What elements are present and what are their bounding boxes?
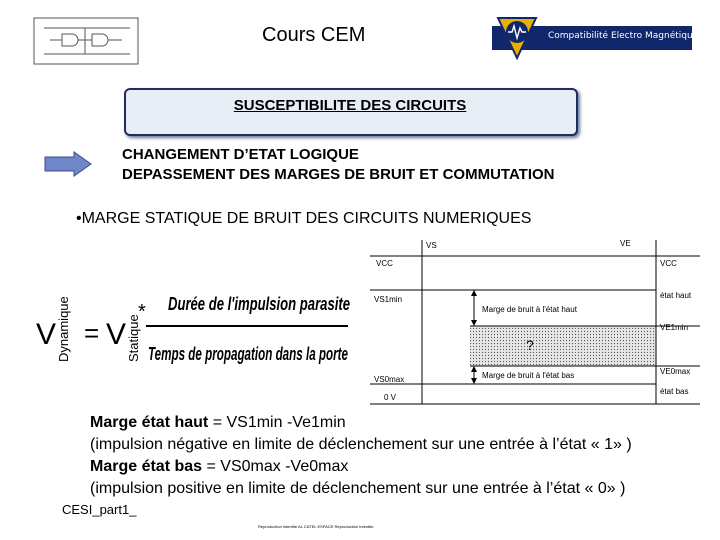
formula-times: * [138,301,146,323]
page-title: Cours CEM [262,24,366,46]
noise-margin-diagram [370,234,700,410]
arrow-right-icon [44,151,92,177]
cem-logo-icon [496,14,538,60]
formula-rhs-sub: Statique [126,314,141,362]
formula-lhs-v: V [36,318,57,351]
etat-bas-label: état bas [660,387,689,396]
note-marge-haut-formula: = VS1min -Ve1min [208,414,346,431]
ve0max-label: VE0max [660,367,691,376]
zero-volt-label: 0 V [384,393,397,402]
circuit-logo-icon [30,14,142,68]
etat-haut-label: état haut [660,291,692,300]
slide-title: SUSCEPTIBILITE DES CIRCUITS [233,97,467,114]
formula-rhs-v: V [106,318,127,351]
formula-numerator: Durée de l'impulsion parasite [168,294,350,314]
vcc-right-label: VCC [660,259,677,268]
vs0max-label: VS0max [374,375,405,384]
note-marge-bas-bold: Marge état bas [90,458,203,475]
copyright-text: Reproduction interdite AL CATEL ESPACE Reproduction interdite [258,524,374,529]
vcc-left-label: VCC [376,259,393,268]
note-marge-bas-formula: = VS0max -Ve0max [202,458,349,475]
question-mark: ? [526,337,534,353]
marge-haut-label: Marge de bruit à l'état haut [482,305,577,314]
formula [30,262,360,392]
marge-bas-label: Marge de bruit à l'état bas [482,371,575,380]
formula-lhs-sub: Dynamique [56,296,71,362]
note-impulsion-negative: (impulsion négative en limite de déclenchement sur une entrée à l’état « 1» ) [90,436,632,453]
axis-vs-label: VS [426,241,437,250]
formula-denominator: Temps de propagation dans la porte [148,344,348,364]
heading-line-1: CHANGEMENT D’ETAT LOGIQUE [122,146,359,163]
footer-label: CESI_part1_ [62,502,137,517]
heading-line-2: DEPASSEMENT DES MARGES DE BRUIT ET COMMUTATION [122,166,555,183]
axis-ve-label: VE [620,239,631,248]
ve1min-label: VE1min [660,323,689,332]
note-marge-haut-bold: Marge état haut [90,414,209,431]
note-marge-bas [90,458,348,476]
note-impulsion-positive: (impulsion positive en limite de déclenchement sur une entrée à l’état « 0» ) [90,480,626,497]
note-marge-haut [90,414,346,432]
logo-text: Compatibilité Electro Magnétique [548,31,699,41]
bullet-text: •MARGE STATIQUE DE BRUIT DES CIRCUITS NUMERIQUES [76,210,532,227]
vs1min-label: VS1min [374,295,403,304]
formula-equals: = [84,318,100,348]
